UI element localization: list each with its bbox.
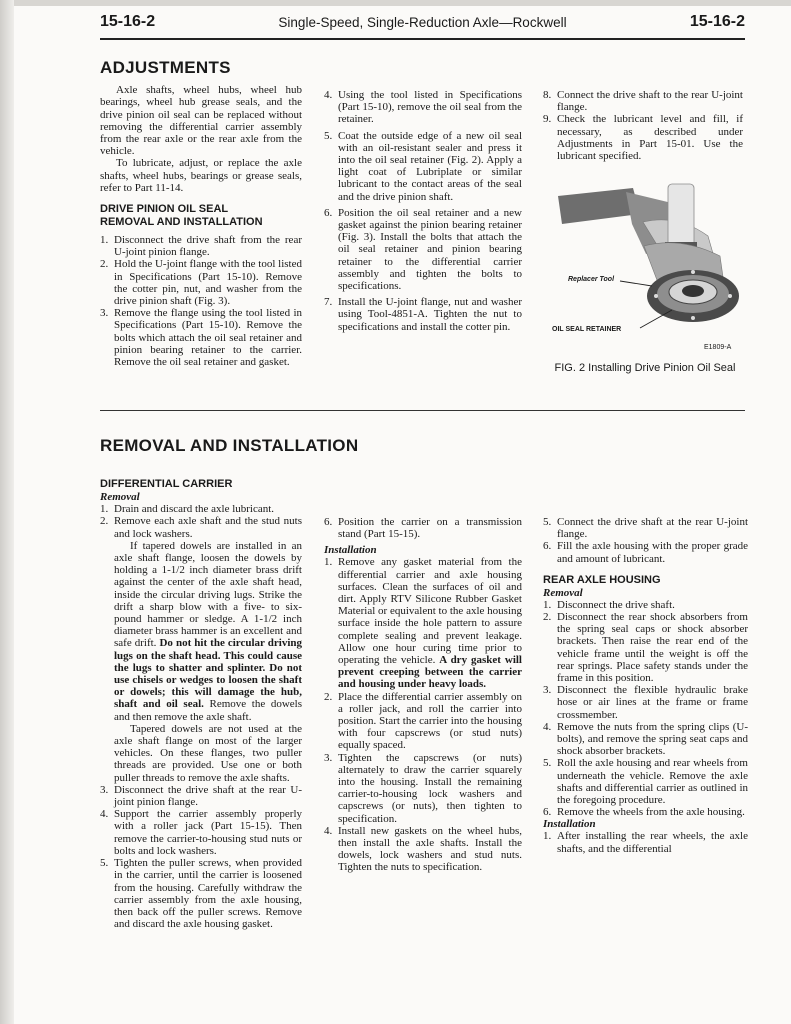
removal-subheading: Removal <box>100 491 140 504</box>
tapered-dowel-paragraph: Tapered dowels are not used at the axle shaft flange on most of the larger vehicles. On these flanges, two puller threads are provided. Use one or both puller threads to remove the axle shafts. <box>114 722 302 784</box>
running-title: Single-Speed, Single-Reduction Axle—Rockwell <box>278 15 567 30</box>
list-item: 6. Remove the wheels from the axle housing. <box>543 806 745 819</box>
list-item: 3. Remove the flange using the tool listed in Specifications (Part 15-10). Remove the bolts which attach the oil seal retainer and pinion bearing retainer to the carrier. Remove the oil seal retainer and gasket. <box>100 307 302 369</box>
list-item: 1. Disconnect the drive shaft from the rear U-joint pinion flange. <box>100 234 302 259</box>
list-item: 1. Disconnect the drive shaft. <box>543 598 675 611</box>
adjustments-heading: ADJUSTMENTS <box>100 58 231 77</box>
list-item: 5. Roll the axle housing and rear wheels from underneath the vehicle. Remove the axle shafts and differential carrier as outlined in the foregoing procedure. <box>543 757 748 807</box>
section-divider <box>100 410 745 411</box>
list-item: 4. Remove the nuts from the spring clips (U-bolts), and remove the spring seat caps and shock absorber brackets. <box>543 720 748 758</box>
drive-pinion-seal-heading: DRIVE PINION OIL SEAL REMOVAL AND INSTALLATION <box>100 203 263 229</box>
list-item: 3. Disconnect the drive shaft at the rear U-joint pinion flange. <box>100 783 302 809</box>
dowel-paragraph: If tapered dowels are installed in an axle shaft flange, loosen the dowels by holding a 1-1/2 inch diameter brass drift against the center of the axle shaft head, inside the circular driving lugs. Strike the drift a sharp blow with a five- to six-pound hammer or sledge. A 1-1/2 inch diameter brass hammer is an excellent and safe drift. Do not hit the circular driving lugs on the shaft head. This could cause the lugs to shatter and splinter. Do not use chisels or wedges to loosen the shaft or dowels; this will damage the hub, shaft and oil seal. Remove the dowels and then remove the axle shaft. <box>114 539 303 723</box>
list-item: 5. Coat the outside edge of a new oil seal with an oil-resistant sealer and press it into the oil seal retainer (Fig. 2). Apply a light coat of Lubriplate or similar lubricant to the contact areas of the seal and the drive pinion shaft. <box>324 129 522 203</box>
list-item: 6. Position the carrier on a transmission stand (Part 15-15). <box>324 516 522 541</box>
removal-column-2 <box>324 516 522 874</box>
list-item: 2. Disconnect the rear shock absorbers from the spring seal caps or shock absorber brackets. Then raise the rear end of the vehicle frame until the weight is off the rear springs. Place safety stands under the frame in this position. <box>543 611 748 685</box>
list-item: 8. Connect the drive shaft to the rear U-joint flange. <box>543 89 743 114</box>
list-item: 1. After installing the rear wheels, the axle shafts, and the differential <box>543 830 748 855</box>
removal-column-1 <box>100 436 359 931</box>
adjustments-refer: To lubricate, adjust, or replace the axle shafts, wheel hubs, bearings or grease seals, refer to Part 11-14. <box>100 157 302 194</box>
figure-caption: FIG. 2 Installing Drive Pinion Oil Seal <box>554 362 736 374</box>
rear-removal-subheading: Removal <box>543 586 583 599</box>
removal-installation-heading: REMOVAL AND INSTALLATION <box>100 436 359 455</box>
page-number-right: 15-16-2 <box>689 13 745 30</box>
adjustments-column-3 <box>543 89 743 162</box>
rear-axle-housing-heading: REAR AXLE HOUSING <box>543 573 661 586</box>
figure-label-replacer-tool: Replacer Tool <box>568 276 615 283</box>
list-item: 9. Check the lubricant level and fill, if necessary, as described under Adjustments in Part 15-01. Use the lubricant specified. <box>543 113 743 163</box>
list-item: 5. Connect the drive shaft at the rear U-joint flange. <box>543 516 748 541</box>
figure-label-oil-seal-retainer: OIL SEAL RETAINER <box>552 326 622 333</box>
adjustments-column-1 <box>100 58 302 369</box>
list-item: 5. Tighten the puller screws, when provided in the carrier, until the carrier is loosened from the housing. Carefully withdraw the carrier assembly from the axle housing, then back off the puller screws. Remove and discard the axle housing gasket. <box>100 857 302 931</box>
page-top-edge <box>0 0 791 6</box>
figure-code: E1809-A <box>704 344 732 351</box>
list-item: 7. Install the U-joint flange, nut and washer using Tool-4851-A. Tighten the nut to specifications and install the cotter pin. <box>324 296 522 333</box>
list-item: 2. Remove each axle shaft and the stud nuts and lock washers. <box>100 515 302 540</box>
running-header <box>100 12 745 40</box>
page-number-left: 15-16-2 <box>100 13 156 30</box>
list-item: 2. Place the differential carrier assembly on a roller jack, and roll the carrier into position. Start the carrier into the housing with four capscrews (or stud nuts) equally spaced. <box>324 690 522 752</box>
list-item: 3. Tighten the capscrews (or nuts) alternately to draw the carrier squarely into the housing. Install the remaining carrier-to-housing lock washers and capscrews (or nuts), then tighten to specification. <box>324 751 522 825</box>
list-item: 6. Fill the axle housing with the proper grade and amount of lubricant. <box>543 540 748 565</box>
list-item: 4. Using the tool listed in Specifications (Part 15-10), remove the oil seal from the retainer. <box>324 89 522 126</box>
list-item: 1. Drain and discard the axle lubricant. <box>100 503 275 516</box>
list-item: 3. Disconnect the flexible hydraulic brake hose or air lines at the frame or frame crossmember. <box>543 684 748 721</box>
adjustments-column-2 <box>324 89 522 333</box>
list-item: 6. Position the oil seal retainer and a new gasket against the pinion bearing retainer (Fig. 3). Install the bolts that attach the oil seal retainer and pinion bearing retainer to the differential carrier assembly and tighten the bolts to specifications. <box>324 206 522 293</box>
adjustments-intro: Axle shafts, wheel hubs, wheel hub bearings, wheel hub grease seals, and the drive pinion oil seal can be replaced without removing the differential carrier assembly from the rear axle or the rear axle from the vehicle. <box>100 84 302 158</box>
list-item: 1. Remove any gasket material from the differential carrier and axle housing surfaces. Clean the surfaces of oil and dirt. Apply RTV Silicone Rubber Gasket Material or equivalent to the axle housing surface inside the hole pattern to assure complete sealing and prevent leakage. Allow one hour curing time prior to operating the vehicle. A dry gasket will prevent creeping between the carrier and housing under heavy loads. <box>324 556 522 691</box>
installation-subheading: Installation <box>324 544 377 557</box>
list-item: 4. Support the carrier assembly properly with a roller jack (Part 15-15). Then remove the carrier-to-housing stud nuts or bolts and lock washers. <box>100 808 302 857</box>
list-item: 2. Hold the U-joint flange with the tool listed in Specifications (Part 15-10). Remove the cotter pin, nut, and washer from the drive pinion shaft (Fig. 3). <box>100 258 302 308</box>
removal-column-3 <box>543 516 748 855</box>
figure-2-illustration <box>548 184 748 356</box>
differential-carrier-heading: DIFFERENTIAL CARRIER <box>100 478 233 491</box>
rear-installation-subheading: Installation <box>543 818 596 831</box>
list-item: 4. Install new gaskets on the wheel hubs, then install the axle shafts. Install the dowels, lock washers and stud nuts. Tighten the nuts to specification. <box>324 824 522 874</box>
page-binding-edge <box>0 0 14 1024</box>
